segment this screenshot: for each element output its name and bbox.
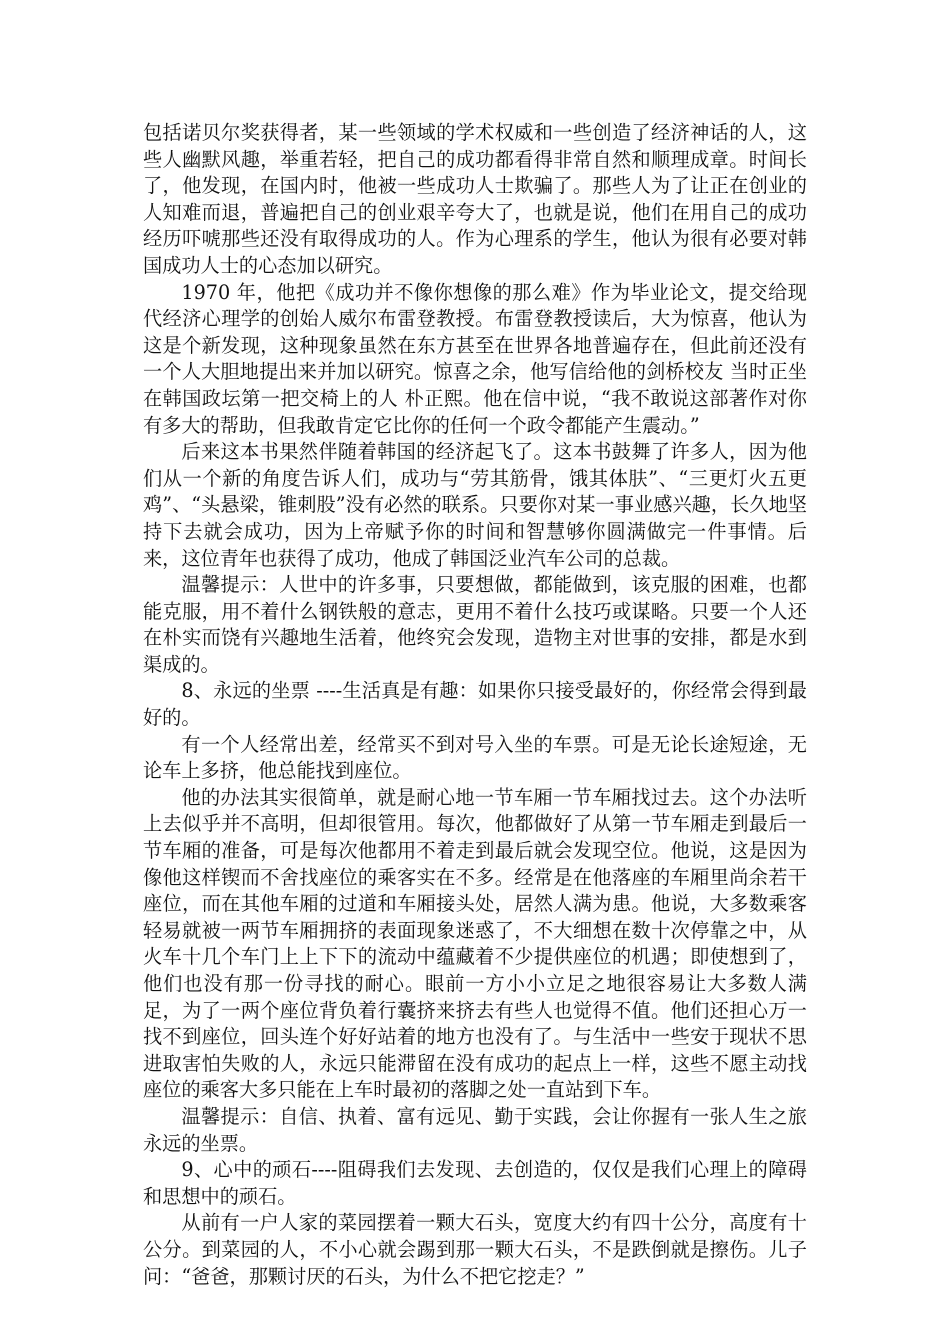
- paragraph-2: 1970 年，他把《成功并不像你想像的那么难》作为毕业论文，提交给现代经济心理学的创始人威尔布雷登教授。布雷登教授读后，大为惊喜，他认为这是个新发现，这种现象虽然在东方甚至在世界各地普遍存在，但此前还没有一个人大胆地提出来并加以研究。惊喜之余，他写信给他的剑桥校友 当时正坐在韩国政坛第一把交椅上的人 朴正熙。他在信中说，“我不敢说这部著作对你有多大的帮助，但我敢肯定它比你的任何一个政令都能产生震动。”: [143, 280, 807, 437]
- section-heading-9: 9、心中的顽石----阻碍我们去发现、去创造的，仅仅是我们心理上的障碍和思想中的顽石。: [143, 1158, 807, 1208]
- paragraph-7: 他的办法其实很简单，就是耐心地一节车厢一节车厢找过去。这个办法听上去似乎并不高明，但却很管用。每次，他都做好了从第一节车厢走到最后一节车厢的准备，可是每次他都用不着走到最后就会发现空位。他说，这是因为像他这样锲而不舍找座位的乘客实在不多。经常是在他落座的车厢里尚余若干座位，而在其他车厢的过道和车厢接头处，居然人满为患。他说，大多数乘客轻易就被一两节车厢拥挤的表面现象迷惑了，不大细想在数十次停靠之中，从火车十几个车门上上下下的流动中蕴藏着不少提供座位的机遇；即使想到了，他们也没有那一份寻找的耐心。眼前一方小小立足之地很容易让大多数人满足，为了一两个座位背负着行囊挤来挤去有些人也觉得不值。他们还担心万一找不到座位，回头连个好好站着的地方也没有了。与生活中一些安于现状不思进取害怕失败的人，永远只能滞留在没有成功的起点上一样，这些不愿主动找座位的乘客大多只能在上车时最初的落脚之处一直站到下车。: [143, 785, 807, 1102]
- paragraph-3: 后来这本书果然伴随着韩国的经济起飞了。这本书鼓舞了许多人，因为他们从一个新的角度告诉人们，成功与“劳其筋骨，饿其体肤”、“三更灯火五更鸡”、“头悬梁，锥刺股”没有必然的联系。只要你对某一事业感兴趣，长久地坚持下去就会成功，因为上帝赋予你的时间和智慧够你圆满做完一件事情。后来，这位青年也获得了成功，他成了韩国泛业汽车公司的总裁。: [143, 440, 807, 570]
- paragraph-10: 从前有一户人家的菜园摆着一颗大石头，宽度大约有四十公分，高度有十公分。到菜园的人，不小心就会踢到那一颗大石头，不是跌倒就是擦伤。儿子问：“爸爸，那颗讨厌的石头，为什么不把它挖走？”: [143, 1211, 807, 1288]
- section-heading-8: 8、永远的坐票 ----生活真是有趣：如果你只接受最好的，你经常会得到最好的。: [143, 679, 807, 730]
- paragraph-1: 包括诺贝尔奖获得者，某一些领域的学术权威和一些创造了经济神话的人，这些人幽默风趣，举重若轻，把自己的成功都看得非常自然和顺理成章。时间长了，他发现，在国内时，他被一些成功人士欺骗了。那些人为了让正在创业的人知难而退，普遍把自己的创业艰辛夸大了，也就是说，他们在用自己的成功经历吓唬那些还没有取得成功的人。作为心理系的学生，他认为很有必要对韩国成功人士的心态加以研究。: [143, 121, 807, 277]
- paragraph-4: 温馨提示：人世中的许多事，只要想做，都能做到，该克服的困难，也都能克服，用不着什么钢铁般的意志，更用不着什么技巧或谋略。只要一个人还在朴实而饶有兴趣地生活着，他终究会发现，造物主对世事的安排，都是水到渠成的。: [143, 573, 807, 676]
- paragraph-6: 有一个人经常出差，经常买不到对号入坐的车票。可是无论长途短途，无论车上多挤，他总能找到座位。: [143, 732, 807, 783]
- paragraph-8: 温馨提示：自信、执着、富有远见、勤于实践，会让你握有一张人生之旅永远的坐票。: [143, 1104, 807, 1155]
- document-body: [143, 120, 807, 1290]
